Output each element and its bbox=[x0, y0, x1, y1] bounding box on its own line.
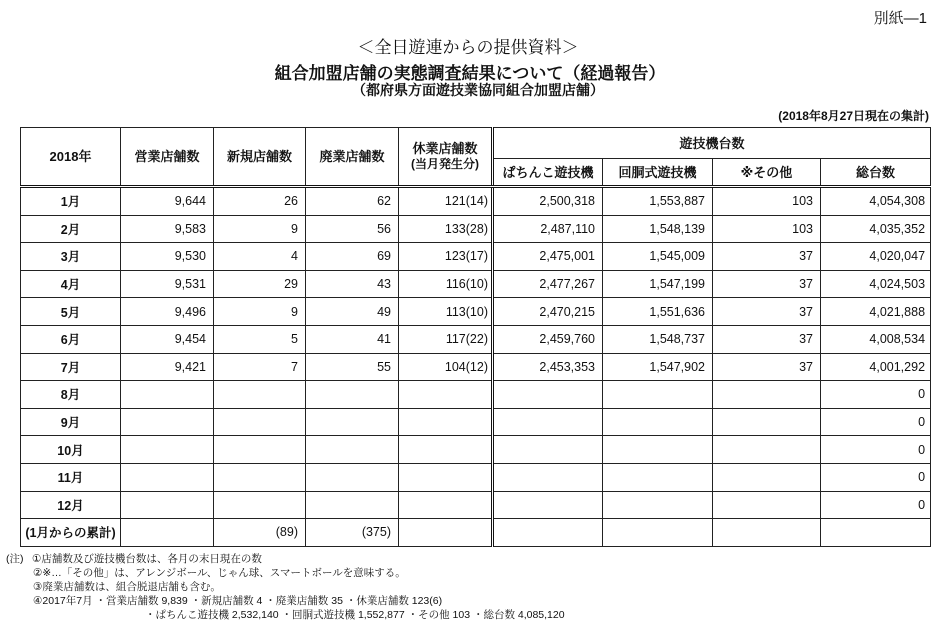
total-machines-cell: 0 bbox=[821, 463, 931, 491]
table-row bbox=[21, 463, 931, 491]
header-operating-stores: 営業店舗数 bbox=[121, 128, 214, 187]
closed-stores-cell bbox=[306, 408, 399, 436]
closed-stores-cell bbox=[306, 491, 399, 519]
suspended-stores-cell: 123(17) bbox=[399, 243, 493, 271]
suspended-stores-cell: 117(22) bbox=[399, 325, 493, 353]
total-machines-cell: 4,021,888 bbox=[821, 298, 931, 326]
header-suspended-stores bbox=[399, 128, 493, 187]
header-pachinko-machines: ぱちんこ遊技機 bbox=[493, 159, 603, 187]
table-row bbox=[21, 215, 931, 243]
pachinko-machines-cell bbox=[493, 408, 603, 436]
table-row bbox=[21, 353, 931, 381]
slot-machines-cell bbox=[603, 381, 713, 409]
pachinko-machines-cell: 2,500,318 bbox=[493, 187, 603, 216]
header-suspended-stores-label: 休業店舗数 bbox=[412, 141, 478, 156]
operating-stores-cell: 9,421 bbox=[121, 353, 214, 381]
other-machines-cell bbox=[713, 491, 821, 519]
other-machines-cell bbox=[713, 436, 821, 464]
month-cell: 9月 bbox=[21, 408, 121, 436]
suspended-stores-cell bbox=[399, 381, 493, 409]
slot-machines-cell: 1,551,636 bbox=[603, 298, 713, 326]
pachinko-machines-cell: 2,487,110 bbox=[493, 215, 603, 243]
operating-stores-cell bbox=[121, 381, 214, 409]
total-machines-cell: 0 bbox=[821, 381, 931, 409]
month-cell: 2月 bbox=[21, 215, 121, 243]
suspended-stores-cell bbox=[399, 519, 493, 547]
note-item: ④2017年7月 ・営業店舗数 9,839 ・新規店舗数 4 ・廃業店舗数 35 ・休業店舗数 123(6) bbox=[33, 595, 443, 607]
table-row bbox=[21, 270, 931, 298]
store-survey-table bbox=[20, 127, 931, 547]
header-machine-count-group: 遊技機台数 bbox=[493, 128, 931, 159]
closed-stores-cell bbox=[306, 381, 399, 409]
total-machines-cell: 0 bbox=[821, 436, 931, 464]
total-machines-cell: 0 bbox=[821, 491, 931, 519]
table-row bbox=[21, 298, 931, 326]
closed-stores-cell: 43 bbox=[306, 270, 399, 298]
month-cell: 4月 bbox=[21, 270, 121, 298]
new-stores-cell: 4 bbox=[214, 243, 306, 271]
other-machines-cell: 37 bbox=[713, 243, 821, 271]
table-row bbox=[21, 408, 931, 436]
other-machines-cell: 37 bbox=[713, 270, 821, 298]
operating-stores-cell bbox=[121, 463, 214, 491]
closed-stores-cell: 56 bbox=[306, 215, 399, 243]
document-subtitle: 組合加盟店舗の実態調査結果について（経過報告） bbox=[274, 64, 666, 83]
other-machines-cell: 37 bbox=[713, 325, 821, 353]
closed-stores-cell: 62 bbox=[306, 187, 399, 216]
table-header bbox=[21, 128, 931, 187]
closed-stores-cell: 55 bbox=[306, 353, 399, 381]
month-cell: 11月 bbox=[21, 463, 121, 491]
closed-stores-cell: 69 bbox=[306, 243, 399, 271]
other-machines-cell bbox=[713, 463, 821, 491]
header-row bbox=[21, 128, 931, 159]
note-item: ①店舗数及び遊技機台数は、各月の末日現在の数 bbox=[32, 553, 262, 565]
operating-stores-cell: 9,644 bbox=[121, 187, 214, 216]
operating-stores-cell: 9,531 bbox=[121, 270, 214, 298]
pachinko-machines-cell: 2,453,353 bbox=[493, 353, 603, 381]
new-stores-cell bbox=[214, 436, 306, 464]
slot-machines-cell: 1,553,887 bbox=[603, 187, 713, 216]
total-machines-cell: 4,054,308 bbox=[821, 187, 931, 216]
closed-stores-cell bbox=[306, 436, 399, 464]
month-cell: 3月 bbox=[21, 243, 121, 271]
slot-machines-cell bbox=[603, 519, 713, 547]
month-cell: (1月からの累計) bbox=[21, 519, 121, 547]
other-machines-cell bbox=[713, 408, 821, 436]
pachinko-machines-cell bbox=[493, 491, 603, 519]
table-row bbox=[21, 187, 931, 216]
other-machines-cell bbox=[713, 381, 821, 409]
suspended-stores-cell: 133(28) bbox=[399, 215, 493, 243]
table-row bbox=[21, 491, 931, 519]
month-cell: 7月 bbox=[21, 353, 121, 381]
new-stores-cell: 26 bbox=[214, 187, 306, 216]
attachment-label: 別紙―1 bbox=[873, 10, 927, 27]
pachinko-machines-cell: 2,470,215 bbox=[493, 298, 603, 326]
other-machines-cell: 37 bbox=[713, 353, 821, 381]
other-machines-cell: 103 bbox=[713, 215, 821, 243]
pachinko-machines-cell: 2,475,001 bbox=[493, 243, 603, 271]
document-title: ＜全日遊連からの提供資料＞ bbox=[357, 38, 579, 57]
other-machines-cell: 103 bbox=[713, 187, 821, 216]
pachinko-machines-cell bbox=[493, 436, 603, 464]
new-stores-cell: 29 bbox=[214, 270, 306, 298]
cumulative-row bbox=[21, 519, 931, 547]
total-machines-cell: 4,020,047 bbox=[821, 243, 931, 271]
slot-machines-cell: 1,547,902 bbox=[603, 353, 713, 381]
table-row bbox=[21, 436, 931, 464]
closed-stores-cell: 49 bbox=[306, 298, 399, 326]
notes-marker: (注) bbox=[6, 553, 24, 565]
suspended-stores-cell bbox=[399, 436, 493, 464]
slot-machines-cell: 1,547,199 bbox=[603, 270, 713, 298]
total-machines-cell: 0 bbox=[821, 408, 931, 436]
operating-stores-cell bbox=[121, 491, 214, 519]
operating-stores-cell: 9,583 bbox=[121, 215, 214, 243]
table-row bbox=[21, 325, 931, 353]
closed-stores-cell: 41 bbox=[306, 325, 399, 353]
new-stores-cell: 5 bbox=[214, 325, 306, 353]
new-stores-cell bbox=[214, 463, 306, 491]
header-other-machines: ※その他 bbox=[713, 159, 821, 187]
table-row bbox=[21, 381, 931, 409]
note-item: ②※…「その他」は、アレンジボール、じゃん球、スマートボールを意味する。 bbox=[33, 567, 406, 579]
header-new-stores: 新規店舗数 bbox=[214, 128, 306, 187]
slot-machines-cell bbox=[603, 436, 713, 464]
other-machines-cell: 37 bbox=[713, 298, 821, 326]
pachinko-machines-cell: 2,477,267 bbox=[493, 270, 603, 298]
suspended-stores-cell bbox=[399, 491, 493, 519]
closed-stores-cell: (375) bbox=[306, 519, 399, 547]
suspended-stores-cell: 113(10) bbox=[399, 298, 493, 326]
total-machines-cell: 4,024,503 bbox=[821, 270, 931, 298]
operating-stores-cell bbox=[121, 408, 214, 436]
total-machines-cell: 4,035,352 bbox=[821, 215, 931, 243]
slot-machines-cell bbox=[603, 463, 713, 491]
slot-machines-cell bbox=[603, 408, 713, 436]
table-body bbox=[21, 187, 931, 547]
pachinko-machines-cell: 2,459,760 bbox=[493, 325, 603, 353]
suspended-stores-cell bbox=[399, 463, 493, 491]
pachinko-machines-cell bbox=[493, 381, 603, 409]
new-stores-cell: 9 bbox=[214, 298, 306, 326]
other-machines-cell bbox=[713, 519, 821, 547]
slot-machines-cell bbox=[603, 491, 713, 519]
as-of-date: (2018年8月27日現在の集計) bbox=[778, 109, 929, 123]
month-cell: 1月 bbox=[21, 187, 121, 216]
suspended-stores-cell bbox=[399, 408, 493, 436]
header-suspended-stores-note: (当月発生分) bbox=[411, 157, 479, 171]
closed-stores-cell bbox=[306, 463, 399, 491]
month-cell: 6月 bbox=[21, 325, 121, 353]
month-cell: 12月 bbox=[21, 491, 121, 519]
new-stores-cell bbox=[214, 491, 306, 519]
slot-machines-cell: 1,545,009 bbox=[603, 243, 713, 271]
operating-stores-cell bbox=[121, 519, 214, 547]
note-item: ・ぱちんこ遊技機 2,532,140 ・回胴式遊技機 1,552,877 ・その他 103 ・総台数 4,085,120 bbox=[145, 609, 565, 621]
operating-stores-cell: 9,454 bbox=[121, 325, 214, 353]
pachinko-machines-cell bbox=[493, 519, 603, 547]
suspended-stores-cell: 104(12) bbox=[399, 353, 493, 381]
operating-stores-cell: 9,530 bbox=[121, 243, 214, 271]
new-stores-cell: 9 bbox=[214, 215, 306, 243]
new-stores-cell: (89) bbox=[214, 519, 306, 547]
pachinko-machines-cell bbox=[493, 463, 603, 491]
header-total-machines: 総台数 bbox=[821, 159, 931, 187]
total-machines-cell: 4,008,534 bbox=[821, 325, 931, 353]
new-stores-cell bbox=[214, 408, 306, 436]
header-closed-stores: 廃業店舗数 bbox=[306, 128, 399, 187]
suspended-stores-cell: 116(10) bbox=[399, 270, 493, 298]
slot-machines-cell: 1,548,737 bbox=[603, 325, 713, 353]
operating-stores-cell: 9,496 bbox=[121, 298, 214, 326]
new-stores-cell bbox=[214, 381, 306, 409]
month-cell: 8月 bbox=[21, 381, 121, 409]
operating-stores-cell bbox=[121, 436, 214, 464]
note-item: ③廃業店舗数は、組合脱退店舗も含む。 bbox=[33, 581, 221, 593]
document-scope: （都府県方面遊技業協同組合加盟店舗） bbox=[352, 82, 604, 98]
slot-machines-cell: 1,548,139 bbox=[603, 215, 713, 243]
new-stores-cell: 7 bbox=[214, 353, 306, 381]
total-machines-cell bbox=[821, 519, 931, 547]
header-slot-machines: 回胴式遊技機 bbox=[603, 159, 713, 187]
suspended-stores-cell: 121(14) bbox=[399, 187, 493, 216]
table-row bbox=[21, 243, 931, 271]
total-machines-cell: 4,001,292 bbox=[821, 353, 931, 381]
header-year: 2018年 bbox=[21, 128, 121, 187]
month-cell: 10月 bbox=[21, 436, 121, 464]
month-cell: 5月 bbox=[21, 298, 121, 326]
